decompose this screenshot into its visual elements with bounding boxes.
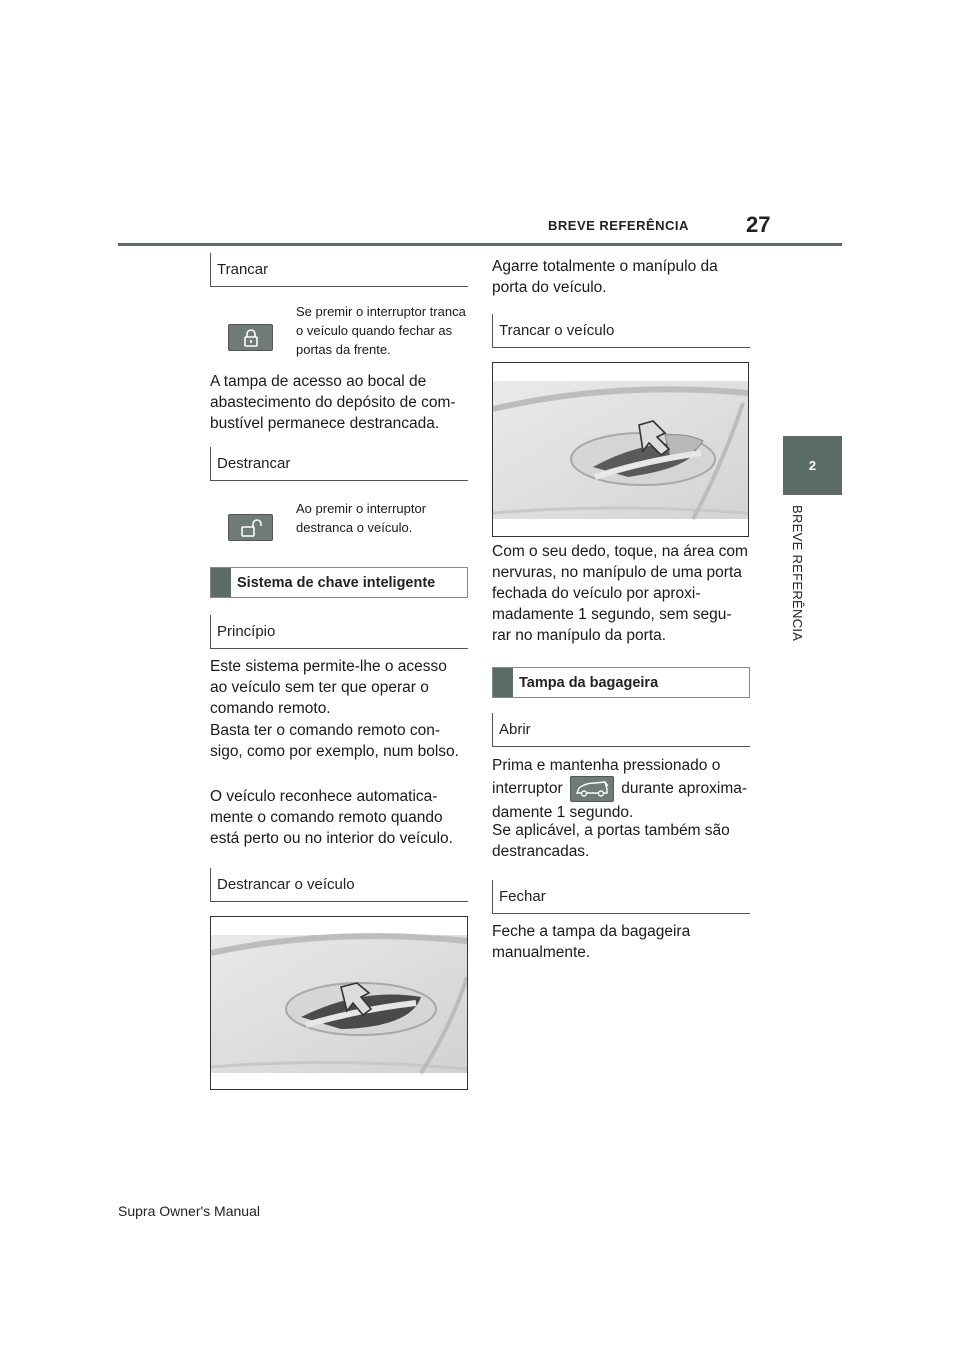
unlock-button-description: Ao premir o interruptor destranca o veículo. [296, 501, 427, 535]
tailgate-button-icon [570, 776, 614, 802]
heading-fechar: Fechar [492, 880, 750, 914]
lock-instruction: Com o seu dedo, toque, na área com nervuras, no manípulo de uma porta fechada do veículo por aproxi-madamente 1 segundo, sem segu-rar no manípulo da porta. [492, 543, 748, 644]
heading-abrir: Abrir [492, 713, 750, 747]
padlock-closed-icon [242, 328, 260, 348]
smart-key-para-3: O veículo reconhece automatica-mente o comando remoto quando está perto ou no interior do veículo. [210, 788, 453, 847]
heading-tampa-bagageira [492, 667, 750, 698]
heading-destrancar-veiculo: Destrancar o veículo [210, 868, 468, 902]
car-tailgate-icon [575, 780, 609, 798]
lock-button-icon [228, 324, 273, 351]
heading-smart-key [210, 567, 468, 598]
unlock-button-icon [228, 514, 273, 541]
smart-key-para-1: Este sistema permite-lhe o acesso ao veículo sem ter que operar o comando remoto. [210, 658, 447, 717]
chapter-tab: 2 [783, 436, 842, 495]
padlock-open-icon [240, 518, 262, 538]
chapter-side-label: BREVE REFERÊNCIA [790, 505, 805, 642]
page-number: 27 [746, 212, 771, 237]
heading-trancar-veiculo: Trancar o veículo [492, 314, 750, 348]
open-boot-text-b: durante aproxima-damente 1 segundo. [492, 780, 748, 821]
close-boot-instruction: Feche a tampa da bagageira manualmente. [492, 923, 691, 961]
smart-key-para-2: Basta ter o comando remoto con-sigo, como por exemplo, num bolso. [210, 722, 459, 760]
heading-smart-key-text: Sistema de chave inteligente [237, 574, 436, 591]
heading-bar [211, 568, 231, 597]
grip-handle-text: Agarre totalmente o manípulo da porta do veículo. [492, 258, 718, 296]
running-header: BREVE REFERÊNCIA [548, 218, 689, 233]
lock-button-description: Se premir o interruptor tranca o veículo quando fechar as portas da frente. [296, 304, 466, 357]
header-rule [118, 243, 842, 246]
heading-tampa-bagageira-text: Tampa da bagageira [519, 674, 659, 691]
lock-door-handle-figure [492, 362, 749, 537]
heading-trancar: Trancar [210, 253, 468, 287]
heading-destrancar: Destrancar [210, 447, 468, 481]
unlock-door-handle-figure [210, 916, 468, 1090]
open-boot-text-a: Prima e mantenha pressionado o interruptor [492, 757, 721, 798]
footer-manual-title: Supra Owner's Manual [118, 1203, 260, 1219]
open-boot-instruction [492, 755, 750, 823]
fuel-flap-note: A tampa de acesso ao bocal de abastecimento do depósito de com-bustível permanece destrancada. [210, 373, 456, 432]
heading-bar [493, 668, 513, 697]
heading-principio: Princípio [210, 615, 468, 649]
open-boot-note: Se aplicável, a portas também são destrancadas. [492, 822, 730, 860]
